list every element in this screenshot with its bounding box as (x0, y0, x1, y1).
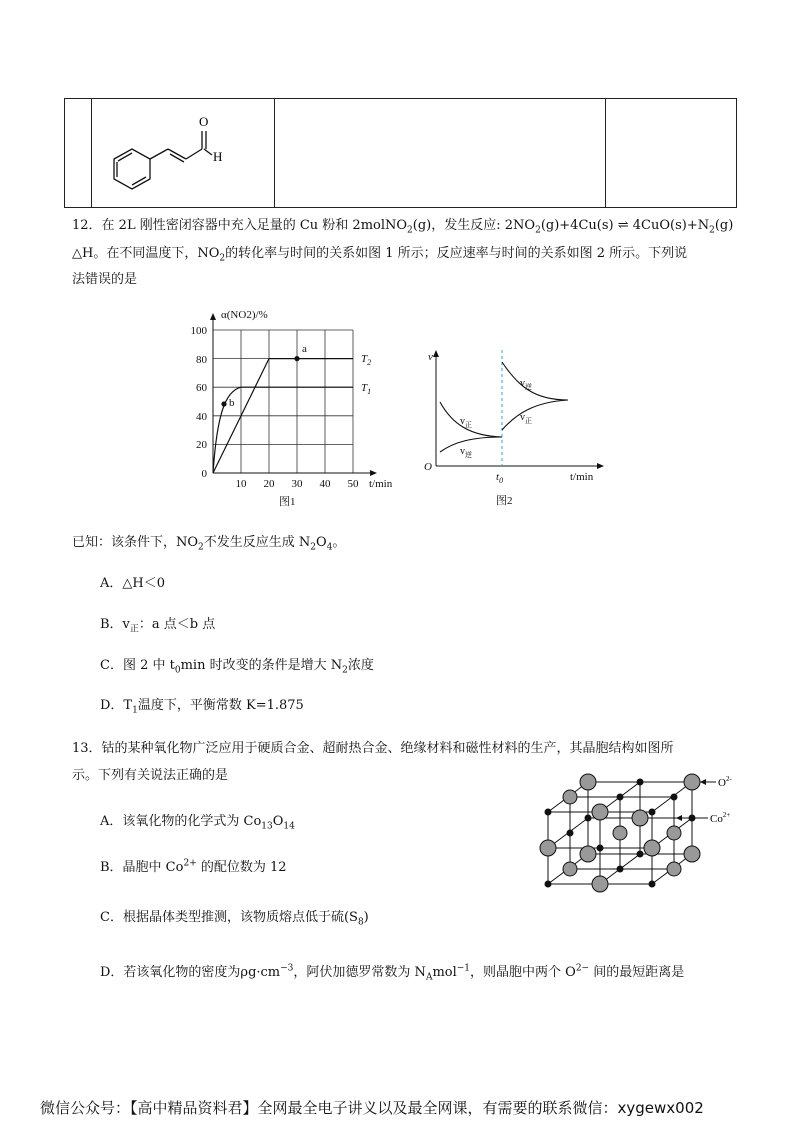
q12-stem-line2: △H。在不同温度下，$NO_2$的转化率与时间的关系如图 1 所示；反应速率与时间的关系如图 2 所示。下列说 (72, 246, 688, 264)
x-axis-arrow-icon (370, 470, 377, 476)
x-axis-label: t/min (570, 471, 594, 483)
svg-text:H: H (213, 149, 223, 164)
q12-option-d[interactable]: D．$T_1$温度下，平衡常数 K=1.875 (100, 698, 304, 716)
label-T1: $T_1$ (361, 382, 372, 396)
curve-v-ni-after (502, 362, 568, 400)
cinnamaldehyde-structure (92, 99, 272, 203)
y-axis-label: v (428, 351, 433, 363)
y-tick: 80 (196, 354, 207, 366)
q12-option-b[interactable]: B．$v_正$：a 点＜b 点 (100, 617, 216, 635)
curve-v-ni-before (440, 437, 502, 452)
y-axis-label: α(NO2)/% (221, 309, 268, 321)
q13-stem-line2: 示。下列有关说法正确的是 (72, 768, 229, 783)
crystal-cell-diagram (530, 768, 730, 890)
label-v-ni-after: $v_逆$ (520, 378, 532, 391)
label-O: $O^{2-}$ (718, 775, 732, 789)
y-axis-arrow-icon (433, 350, 439, 357)
point-a (294, 356, 299, 361)
y-tick: 0 (201, 468, 207, 480)
arrow-icon (676, 815, 682, 821)
table-cell (65, 99, 92, 208)
t0-label: $t_0$ (496, 471, 504, 485)
label-T2: $T_2$ (361, 353, 372, 367)
y-axis-arrow-icon (210, 313, 216, 320)
figure-2-rate-chart (420, 342, 610, 512)
y-tick: 100 (190, 325, 207, 337)
q13-option-a[interactable]: A．该氧化物的化学式为 $Co_{13}O_{14}$ (100, 814, 295, 832)
footer-text: 微信公众号：【高中精品资料君】全网最全电子讲义以及最全网课，有需要的联系微信：xygewx002 (40, 1099, 704, 1117)
figure-2-caption: 图2 (496, 495, 513, 507)
q13-option-c[interactable]: C．根据晶体类型推测，该物质熔点低于硫$(S_8)$ (100, 910, 369, 928)
x-tick: 40 (319, 478, 331, 490)
q13-option-d[interactable]: D．若该氧化物的密度为$\rho g\cdot cm^{-3}$，阿伏加德罗常数为 $N_Amol^{-1}$，则晶胞中两个 $O^{2-}$ 间的最短距离是 (100, 963, 685, 983)
q12-stem-line3: 法错误的是 (72, 272, 138, 287)
q12-option-a[interactable]: A．△H＜0 (100, 576, 165, 591)
table-cell (606, 99, 737, 208)
point-a-label: a (302, 343, 307, 355)
y-tick: 20 (196, 439, 207, 451)
origin-label: O (424, 461, 432, 473)
point-b (221, 401, 226, 406)
answer-table (64, 98, 737, 208)
label-Co: $Co^{2+}$ (710, 811, 731, 825)
label-v-zheng-after: $v_正$ (520, 412, 532, 425)
point-b-label: b (229, 397, 235, 409)
q12-stem-line1: 12．在 2L 刚性密闭容器中充入足量的 Cu 粉和 2molNO$_2$(g)，发生反应: $2NO_2(g)+4Cu(s)$ ⇌ $4CuO(s)+N_2(g)$ (72, 218, 734, 236)
label-v-zheng-before: $v_正$ (460, 416, 472, 429)
q12-known-condition: 已知：该条件下，$NO_2$不发生反应生成 $N_2O_4$。 (72, 535, 346, 553)
table-cell (275, 99, 606, 208)
label-v-ni-before: $v_逆$ (460, 446, 472, 459)
oxide-ions (540, 774, 700, 892)
x-tick: 20 (263, 478, 275, 490)
y-tick: 60 (196, 382, 207, 394)
arrow-icon (700, 779, 706, 785)
equilibrium-arrow-icon: ⇌ (617, 218, 629, 233)
curve-v-zheng-after (502, 400, 568, 430)
svg-text:O: O (199, 114, 209, 129)
x-axis-arrow-icon (597, 463, 604, 469)
q13-option-b[interactable]: B．晶胞中 $Co^{2+}$ 的配位数为 12 (100, 858, 287, 875)
x-tick: 50 (347, 478, 359, 490)
x-axis-label: t/min (369, 478, 393, 490)
q13-stem-line1: 13．钴的某种氧化物广泛应用于硬质合金、超耐热合金、绝缘材料和磁性材料的生产，其晶胞结构如图所 (72, 741, 674, 756)
y-tick: 40 (196, 411, 207, 423)
x-tick: 30 (291, 478, 303, 490)
x-tick: 10 (235, 478, 247, 490)
table-cell-structure (92, 99, 275, 208)
figure-1-caption: 图1 (279, 496, 296, 508)
q12-option-c[interactable]: C．图 2 中 $t_0\min$ 时改变的条件是增大 $N_2$浓度 (100, 658, 374, 676)
curve-v-zheng-before (440, 402, 502, 437)
figure-1-conversion-chart (185, 305, 410, 510)
